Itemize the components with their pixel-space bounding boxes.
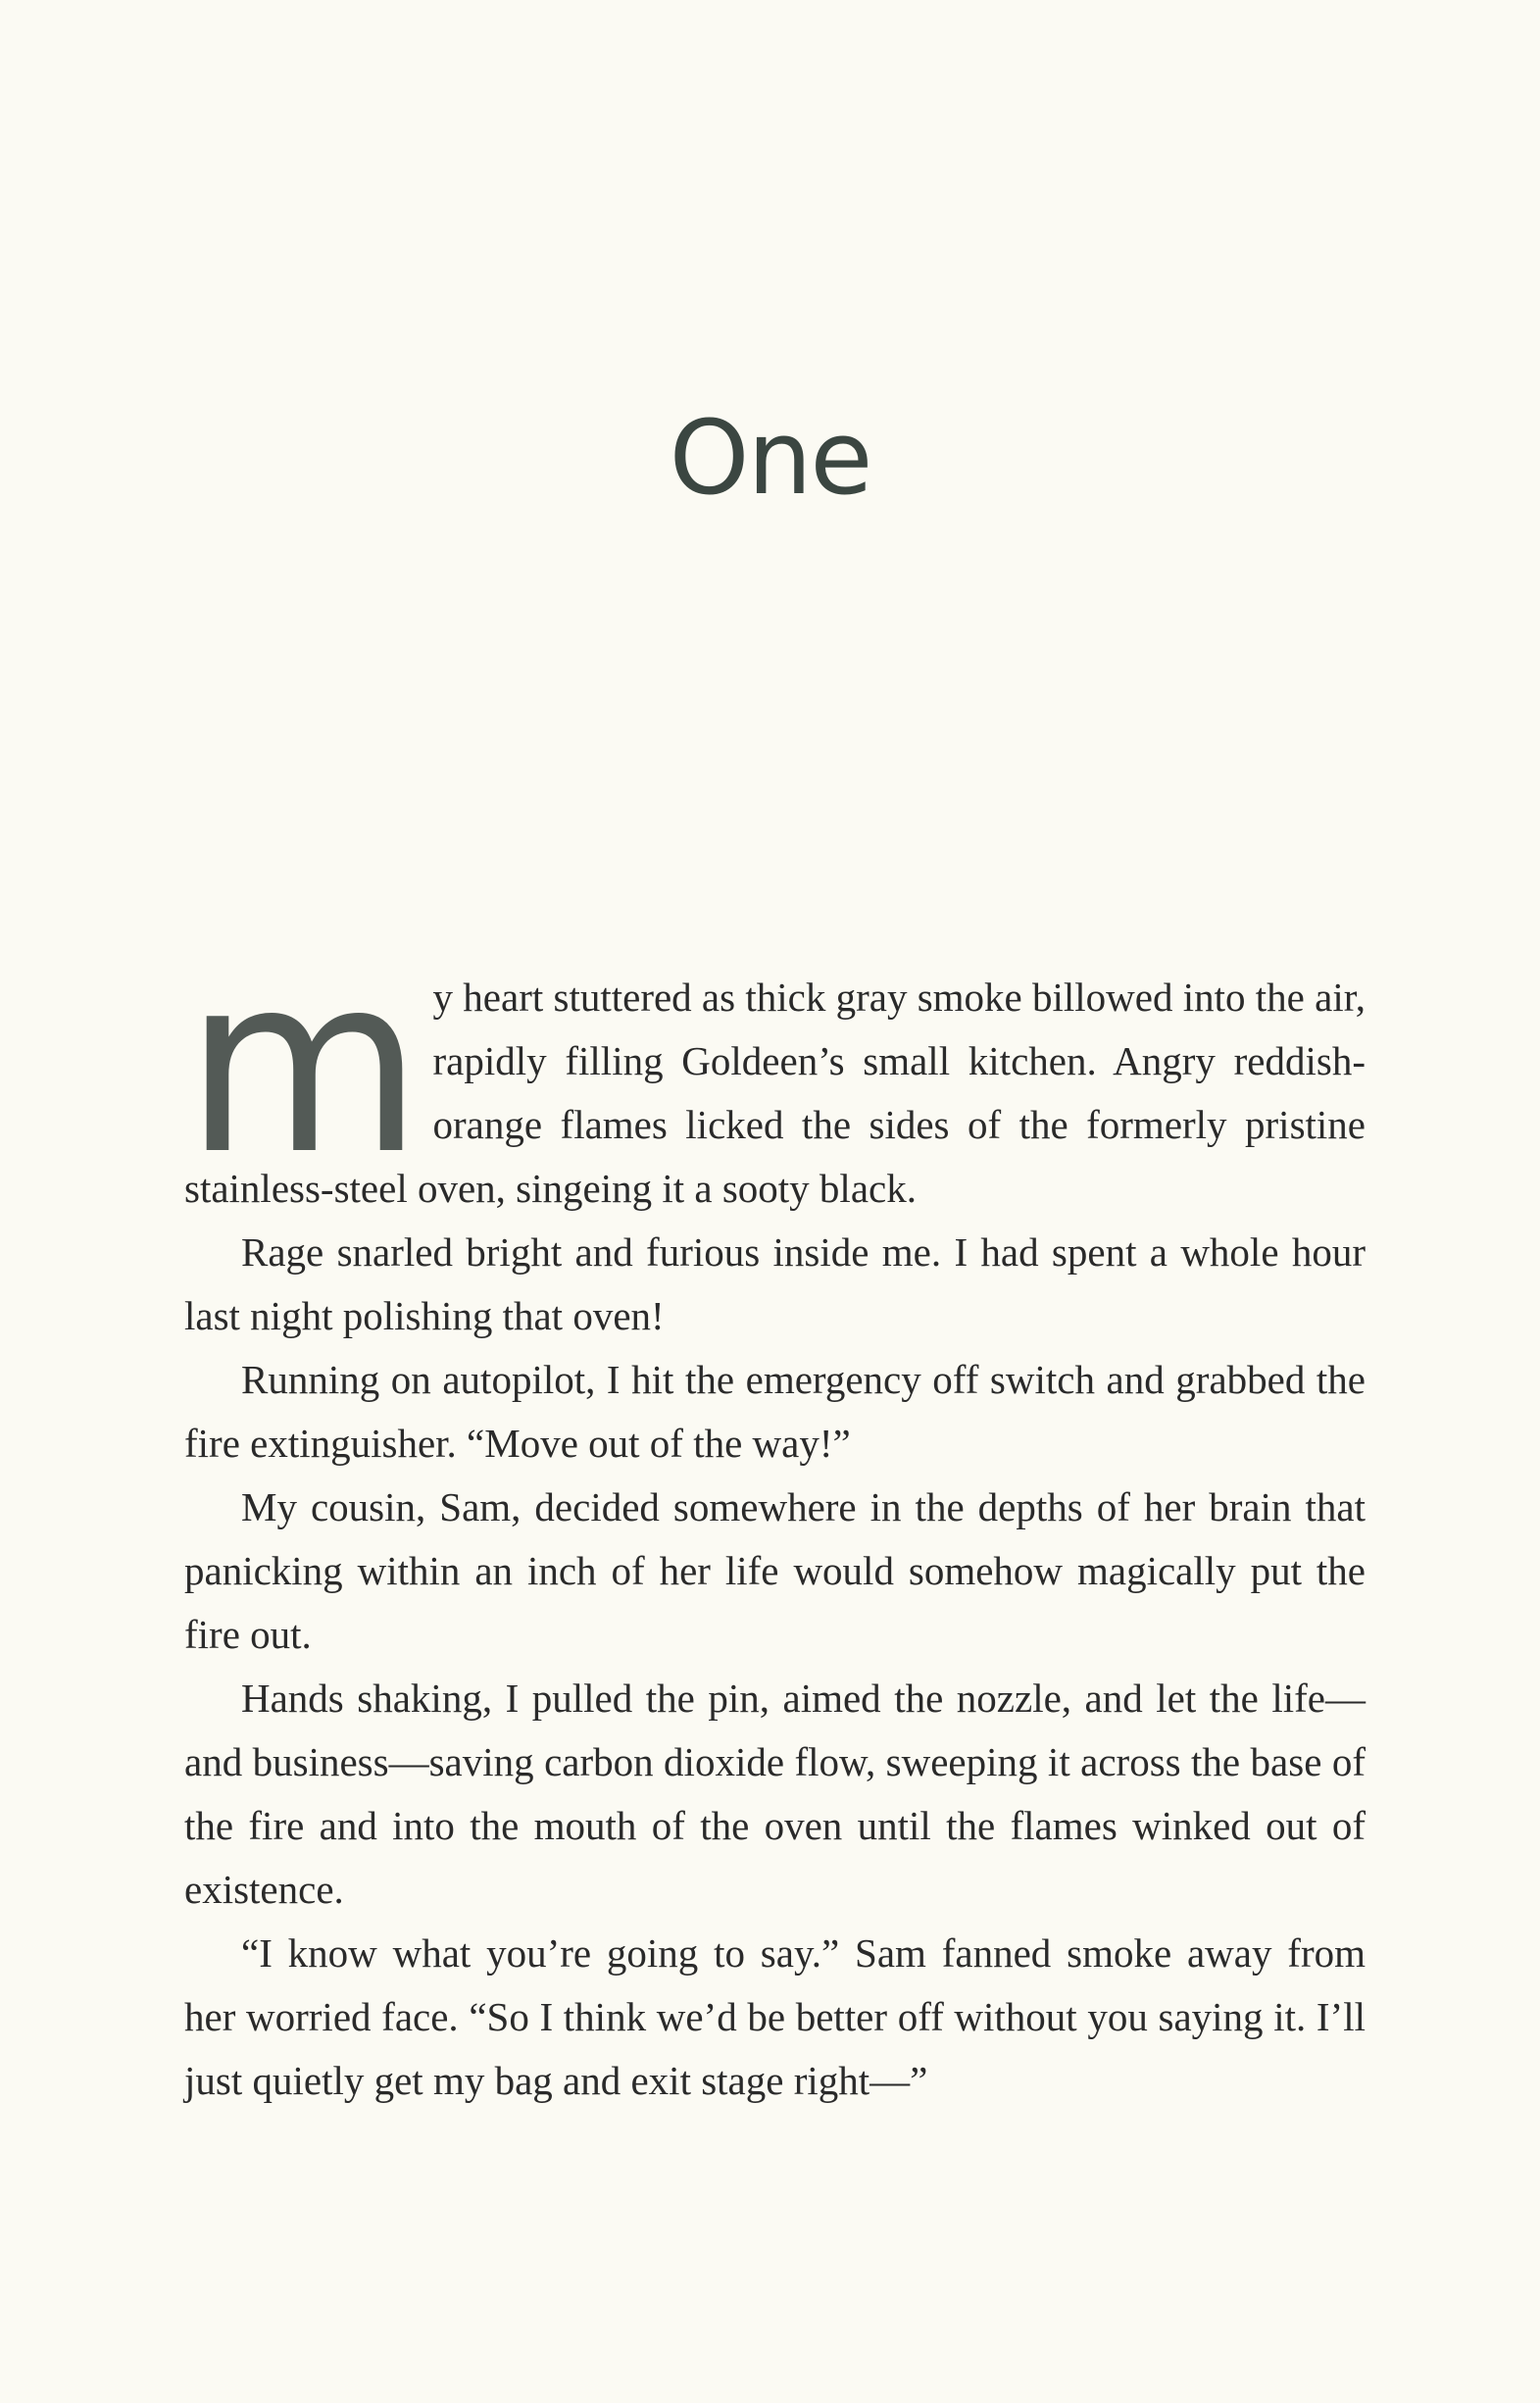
paragraph-2: Rage snarled bright and furious inside me. I had spent a whole hour last night polishing that oven! bbox=[184, 1229, 1366, 1338]
paragraph-3: Running on autopilot, I hit the emergency off switch and grabbed the fire extinguisher. “Move out of the way!” bbox=[184, 1357, 1366, 1466]
paragraph-6: “I know what you’re going to say.” Sam fanned smoke away from her worried face. “So I think we’d be better off without you saying it. I’ll just quietly get my bag and exit stage right—” bbox=[184, 1930, 1366, 2103]
chapter-body bbox=[184, 923, 1366, 2113]
chapter-title: One bbox=[669, 398, 871, 518]
drop-cap: m bbox=[184, 923, 418, 1208]
paragraph-4: My cousin, Sam, decided somewhere in the depths of her brain that panicking within an inch of her life would somehow magically put the fire out. bbox=[184, 1484, 1366, 1657]
paragraph-1-text: y heart stuttered as thick gray smoke billowed into the air, rapidly filling Goldeen’s small kitchen. Angry reddish-orange flames licked the sides of the formerly pristine stainless-steel oven, singeing it a sooty black. bbox=[184, 975, 1366, 1211]
paragraph-5: Hands shaking, I pulled the pin, aimed the nozzle, and let the life—and business—saving carbon dioxide flow, sweeping it across the base of the fire and into the mouth of the oven until the flames winked out of existence. bbox=[184, 1676, 1366, 1912]
paragraph-1 bbox=[184, 923, 1366, 1221]
